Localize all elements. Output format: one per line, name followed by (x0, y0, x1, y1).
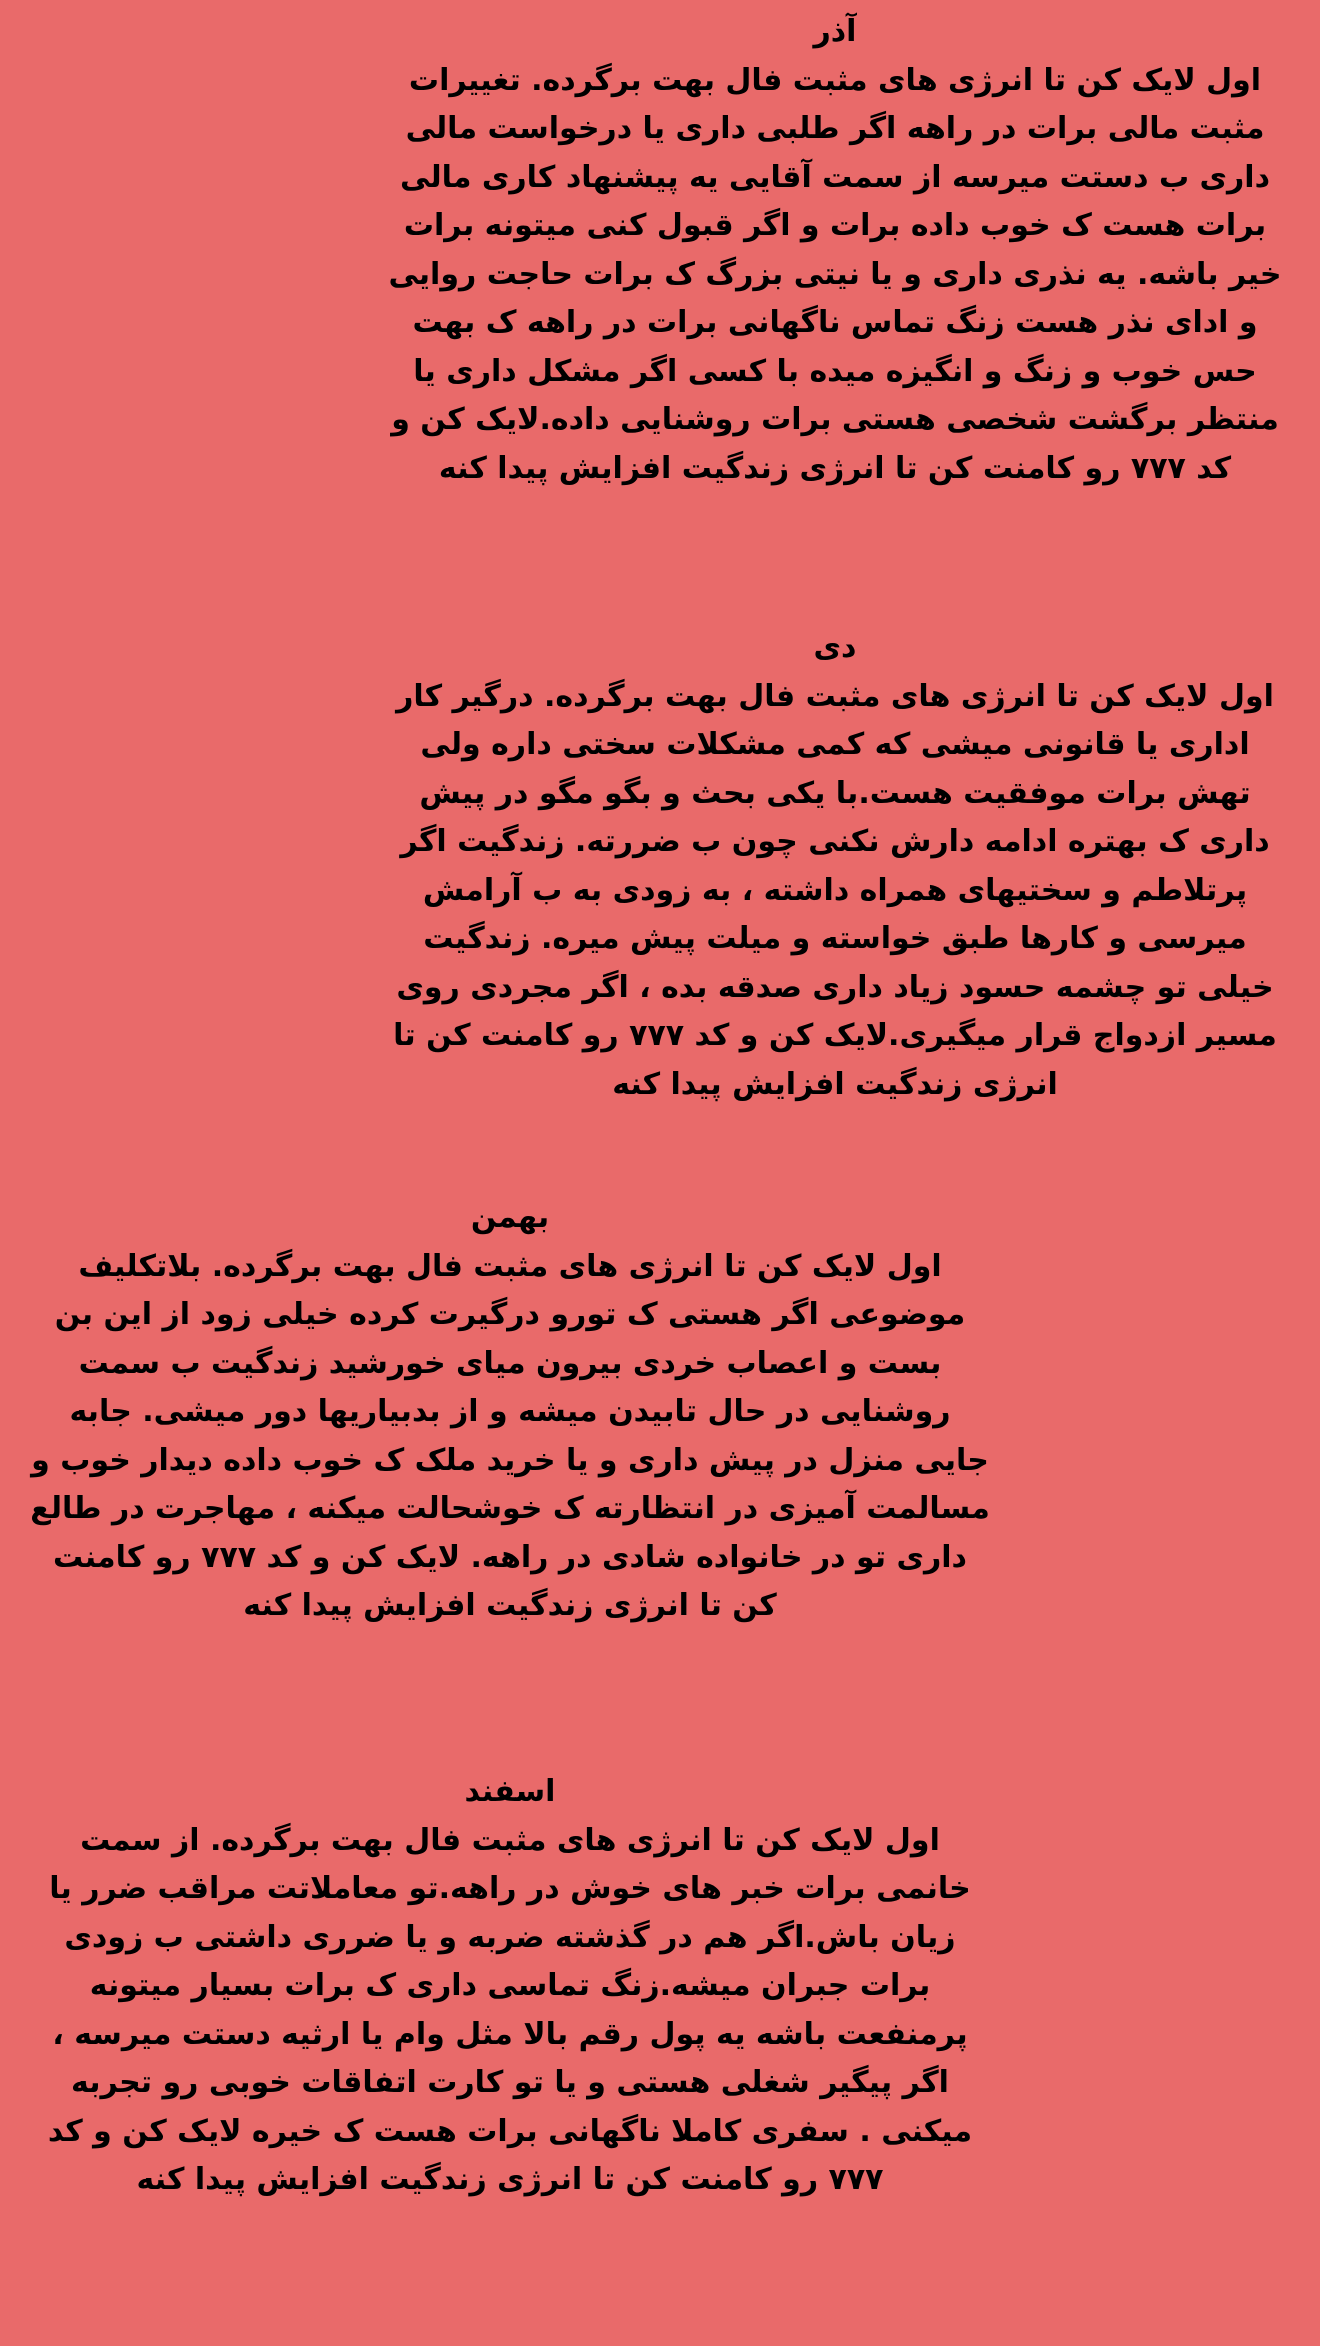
horoscope-section-dey (380, 624, 1290, 1109)
section-title: بهمن (470, 1200, 550, 1235)
section-body: اول لایک کن تا انرژی های مثبت فال بهت برگرده. از سمت خانمی برات خبر های خوش در راهه.تو معاملاتت مراقب ضرر یا زیان باش.اگر هم در گذشته ضربه و یا ضرری داشتی ب زودی برات جبران میشه.زنگ تماسی داری ک برات بسیار میتونه پرمنفعت باشه یه پول رقم بالا مثل وام یا ارثیه دستت میرسه ، اگر پیگیر شغلی هستی و یا تو کارت اتفاقات خوبی رو تجربه میکنی . سفری کاملا ناگهانی برات هست ک خیره لایک کن و کد ۷۷۷ رو کامنت کن تا انرژی زندگیت افزایش پیدا کنه (47, 1822, 973, 2197)
section-title: آذر (813, 14, 857, 49)
horoscope-section-esfand (30, 1768, 990, 2205)
section-title: اسفند (464, 1774, 556, 1809)
horoscope-section-bahman (30, 1194, 990, 1631)
horoscope-section-azar (380, 8, 1290, 493)
section-body: اول لایک کن تا انرژی های مثبت فال بهت برگرده. درگیر کار اداری یا قانونی میشی که کمی مشکلات سختی داره ولی تهش برات موفقیت هست.با یکی بحث و بگو مگو در پیش داری ک بهتره ادامه دارش نکنی چون ب ضررته. زندگیت اگر پرتلاطم و سختیهای همراه داشته ، به زودی به ب آرامش میرسی و کارها طبق خواسته و میلت پیش میره. زندگیت خیلی تو چشمه حسود زیاد داری صدقه بده ، اگر مجردی روی مسیر ازدواج قرار میگیری.لایک کن و کد ۷۷۷ رو کامنت کن تا انرژی زندگیت افزایش پیدا کنه (393, 678, 1277, 1102)
section-title: دی (813, 630, 857, 665)
section-body: اول لایک کن تا انرژی های مثبت فال بهت برگرده. بلاتکلیف موضوعی اگر هستی ک تورو درگیرت کرده خیلی زود از این بن بست و اعصاب خردی بیرون میای خورشید زندگیت ب سمت روشنایی در حال تابیدن میشه و از بدبیاریها دور میشی. جابه جایی منزل در پیش داری و یا خرید ملک ک خوب داده دیدار خوب و مسالمت آمیزی در انتظارته ک خوشحالت میکنه ، مهاجرت در طالع داری تو در خانواده شادی در راهه. لایک کن و کد ۷۷۷ رو کامنت کن تا انرژی زندگیت افزایش پیدا کنه (30, 1248, 990, 1623)
section-body: اول لایک کن تا انرژی های مثبت فال بهت برگرده. تغییرات مثبت مالی برات در راهه اگر طلبی داری یا درخواست مالی داری ب دستت میرسه از سمت آقایی یه پیشنهاد کاری مالی برات هست ک خوب داده برات و اگر قبول کنی میتونه برات خیر باشه. یه نذری داری و یا نیتی بزرگ ک برات حاجت روایی و ادای نذر هست زنگ تماس ناگهانی برات در راهه ک بهت حس خوب و زنگ و انگیزه میده با کسی اگر مشکل داری یا منتظر برگشت شخصی هستی برات روشنایی داده.لایک کن و کد ۷۷۷ رو کامنت کن تا انرژی زندگیت افزایش پیدا کنه (388, 62, 1282, 486)
